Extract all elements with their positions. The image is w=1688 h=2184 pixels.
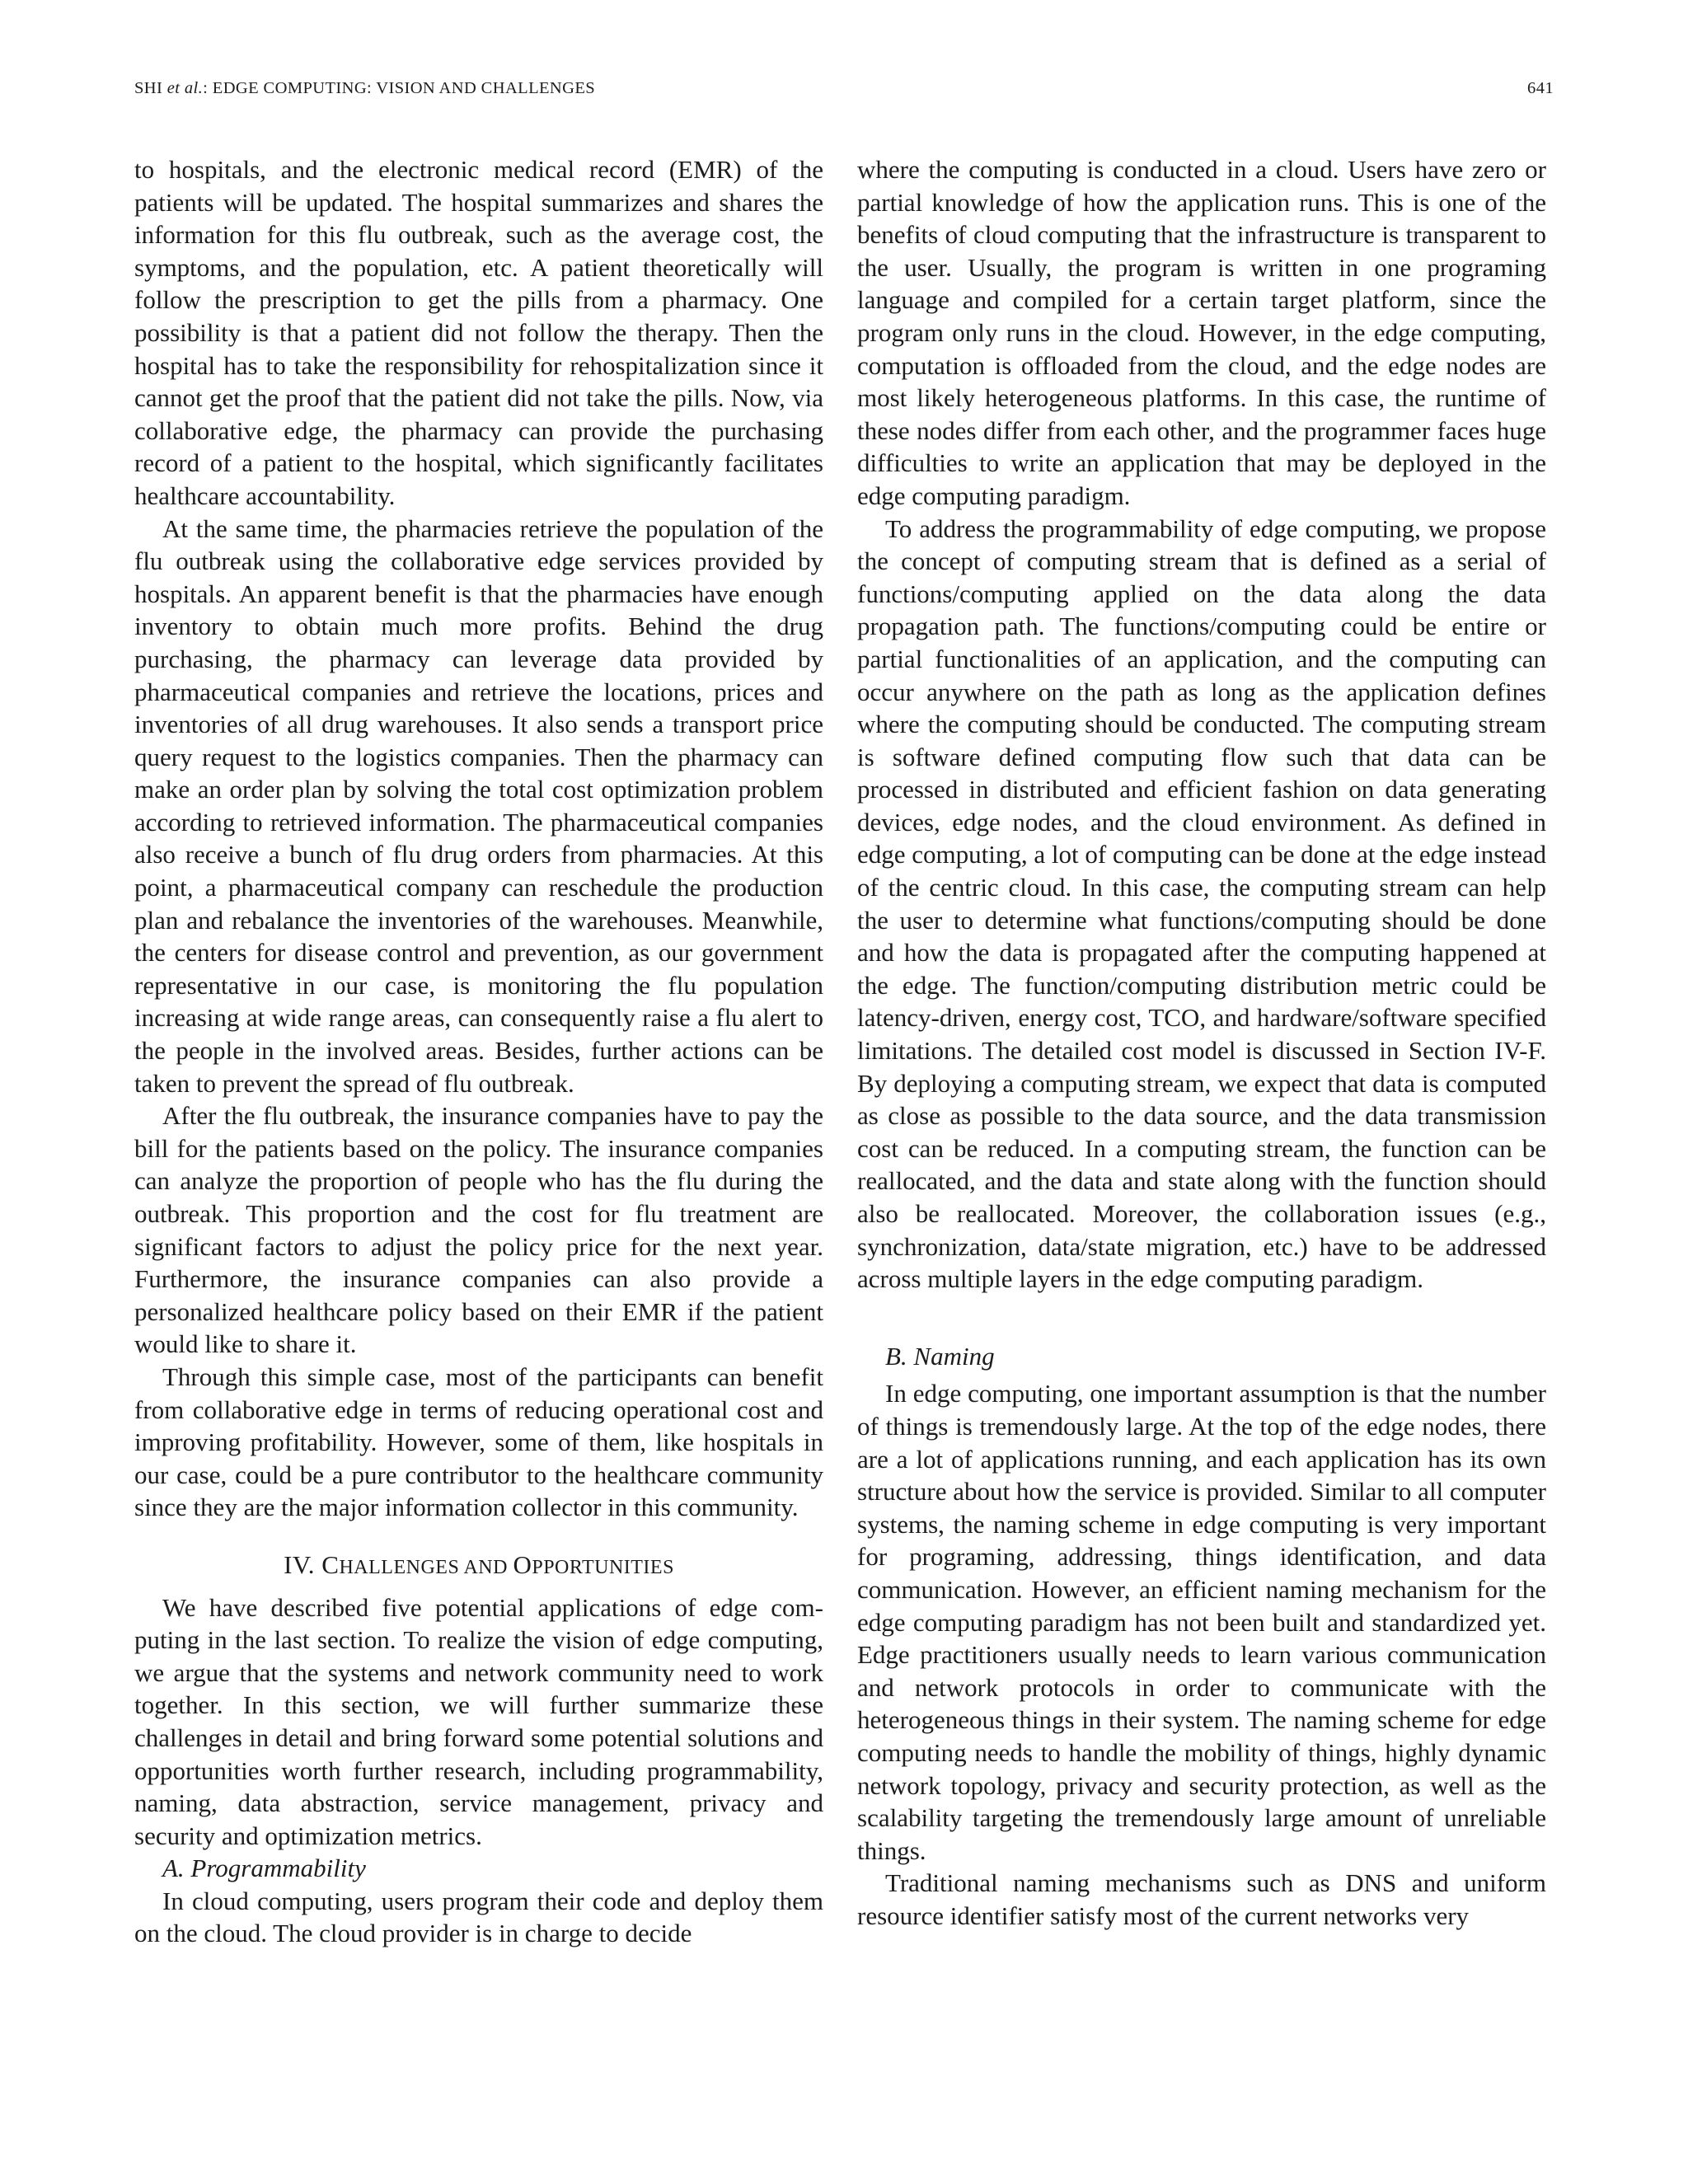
paragraph-computing-stream: To address the programmability of edge computing, we propose the concept of computing stream that is defined as a serial of functions/computing applied on the data along the data propagation path. The functions/computing could be entire or partial functionalities of an application, and the computing can occur anywhere on the path as long as the application defines where the computing should be conducted. The computing stream is software defined computing flow such that data can be processed in distributed and efficient fashion on data generating devices, edge nodes, and the cloud environment. As defined in edge computing, a lot of computing can be done at the edge instead of the centric cloud. In this case, the computing stream can help the user to determine what functions/computing should be done and how the data is propagated after the computing happened at the edge. The function/computing distribution metric could be latency-driven, energy cost, TCO, and hardware/software specified limitations. The detailed cost model is discussed in Section IV-F. By deploying a computing stream, we expect that data is computed as close as possible to the data source, and the data transmission cost can be reduced. In a computing stream, the function can be reallocated, and the data and state along with the function should also be reallocated. Moreover, the collaboration issues (e.g., synchronization, data/state migration, etc.) have to be addressed across multiple layers in the edge computing paradigm.	[857, 513, 1546, 1294]
paragraph-five-applications: We have described five potential applications of edge computing in the last section. To realize the vision of edge computing, we argue that the systems and network community need to work together. In this section, we will further summarize these challenges in detail and bring forward some potential solutions and opportunities worth further research, including programmability, naming, data abstraction, service management, privacy and security and optimization metrics.	[134, 1592, 823, 1850]
paragraph-traditional-naming: Traditional naming mechanisms such as DNS and uniform resource identifier satisfy most of the current networks very	[857, 1868, 1546, 1930]
subsection-heading-naming: B. Naming	[885, 1341, 995, 1371]
paragraph-cloud-continuation: where the computing is conducted in a cloud. Users have zero or partial knowledge of how the application runs. This is one of the benefits of cloud computing that the infrastructure is transparent to the user. Usually, the program is written in one programing language and compiled for a certain target platform, since the program only runs in the cloud. However, in the edge computing, computation is offloaded from the cloud, and the edge nodes are most likely heterogeneous platforms. In this case, the runtime of these nodes differ from each other, and the programmer faces huge difficulties to write an application that may be deployed in the edge computing paradigm.	[857, 155, 1546, 510]
right-column	[857, 153, 1546, 1932]
section-title-cap-c: C	[321, 1549, 340, 1579]
paragraph-emr-continuation: to hospitals, and the electronic medical record (EMR) of the patients will be updated. The hospital summarizes and shares the information for this flu outbreak, such as the average cost, the symptoms, and the population, etc. A patient theoretically will follow the prescription to get the pills from a pharmacy. One possibility is that a patient did not follow the therapy. Then the hospital has to take the responsibility for rehospitalization since it cannot get the proof that the patient did not take the pills. Now, via collaborative edge, the pharmacy can provide the purchasing record of a patient to the hospital, which significantly facilitates healthcare accountability.	[134, 155, 823, 510]
paragraph-pharmacies: At the same time, the pharmacies retrieve the population of the flu outbreak using the collaborative edge services provided by hospitals. An apparent benefit is that the pharmacies have enough inventory to obtain much more profits. Behind the drug purchasing, the pharmacy can leverage data provided by pharmaceutical companies and retrieve the locations, prices and inventories of all drug warehouses. It also sends a transport price query request to the logistics companies. Then the pharmacy can make an order plan by solving the total cost optimization problem according to retrieved information. The pharmaceutical companies also receive a bunch of flu drug orders from pharmacies. At this point, a pharmaceutical company can reschedule the production plan and rebalance the inventories of the warehouses. Meanwhile, the centers for disease control and prevention, as our government representative in our case, is monitoring the flu population increasing at wide range areas, can consequently raise a flu alert to the people in the involved areas. Besides, further actions can be taken to prevent the spread of flu outbreak.	[134, 513, 823, 1098]
left-column	[134, 153, 823, 1950]
paragraph-naming-assumption: In edge computing, one important assumption is that the number of things is tremendously large. At the top of the edge nodes, there are a lot of applications running, and each application has its own structure about how the service is provided. Similar to all computer systems, the naming scheme in edge computing is very important for programing, addressing, things identification, and data communication. However, an efficient naming mechanism for the edge computing paradigm has not been built and standardized yet. Edge practitioners usually needs to learn various communication and network protocols in order to communicate with the heterogeneous things in their system. The naming scheme for edge computing needs to handle the mobility of things, highly dynamic network topology, privacy and security protection, as well as the scalability targeting the tremendously large amount of unreliable things.	[857, 1379, 1546, 1865]
paragraph-cloud-programming: In cloud computing, users program their code and deploy them on the cloud. The cloud provider is in charge to decide	[134, 1886, 823, 1948]
running-title	[134, 79, 595, 98]
paragraph-insurance: After the flu outbreak, the insurance companies have to pay the bill for the patients based on the policy. The insurance companies can analyze the proportion of people who has the flu during the outbreak. This proportion and the cost for flu treatment are significant factors to adjust the policy price for the next year. Furthermore, the insurance companies can also provide a personalized healthcare policy based on their EMR if the patient would like to share it.	[134, 1101, 823, 1359]
section-number: IV.	[284, 1549, 322, 1579]
subsection-heading-programmability: A. Programmability	[162, 1854, 366, 1883]
running-header	[134, 79, 1554, 105]
page-number: 641	[1527, 79, 1554, 97]
section-title-cap-o: O	[513, 1549, 532, 1579]
paragraph-simple-case: Through this simple case, most of the participants can benefit from collaborative edge in terms of reducing operational cost and improving profitability. However, some of them, like hospitals in our case, could be a pure contributor to the healthcare community since they are the major information collector in this community.	[134, 1361, 823, 1522]
running-title-prefix: SHI	[134, 79, 167, 97]
section-heading-challenges	[134, 1549, 823, 1585]
running-title-suffix: : EDGE COMPUTING: VISION AND CHALLENGES	[203, 79, 596, 97]
section-title-part-2: PPORTUNITIES	[532, 1556, 674, 1578]
running-title-etal: et al.	[166, 79, 204, 97]
section-title-part-1: HALLENGES AND	[339, 1556, 513, 1578]
